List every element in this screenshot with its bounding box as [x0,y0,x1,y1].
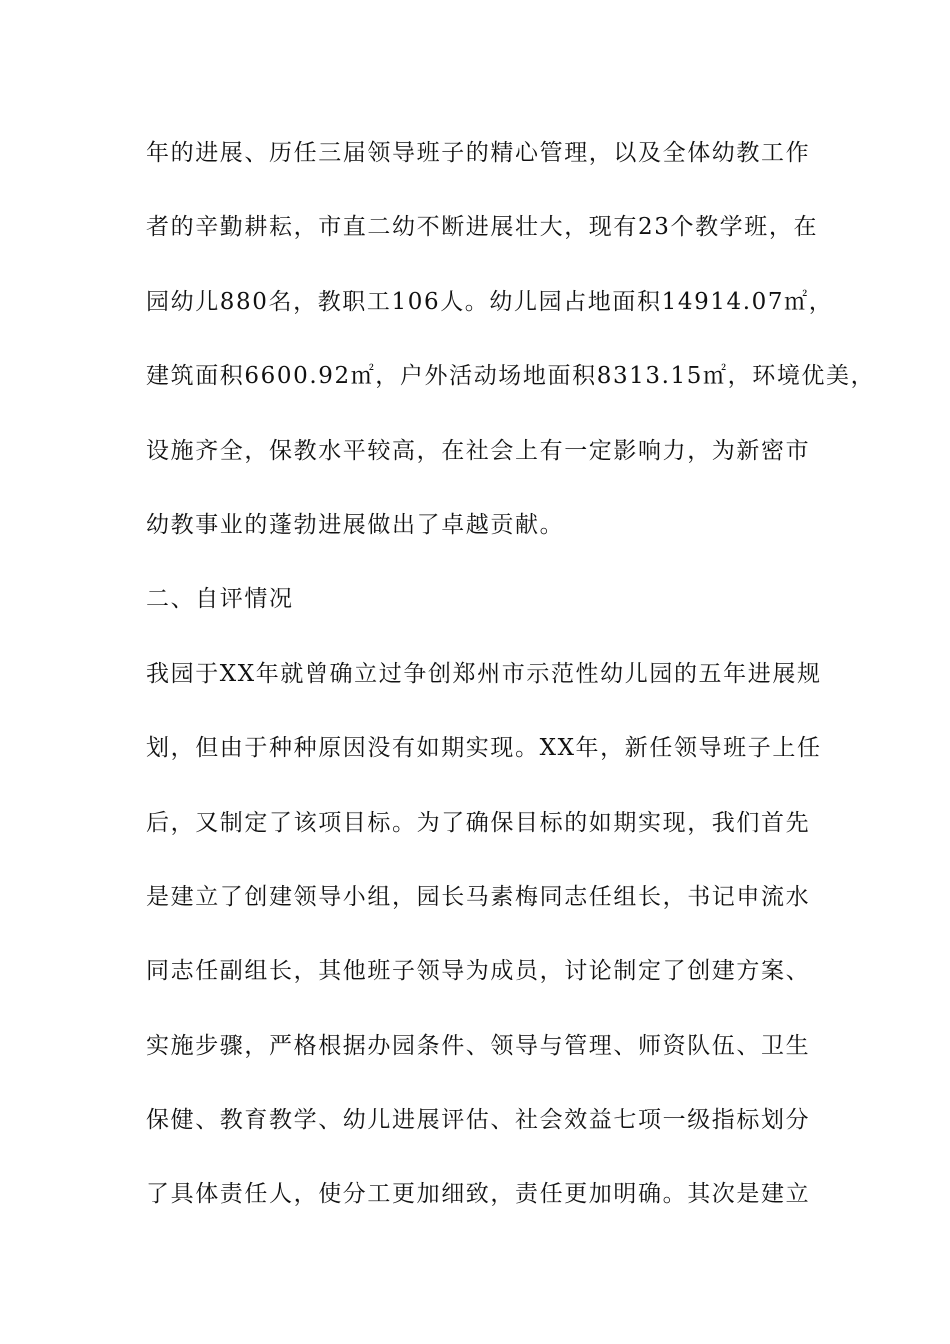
text-line: 同志任副组长，其他班子领导为成员，讨论制定了创建方案、 [146,958,811,985]
text-line: 了具体责任人，使分工更加细致，责任更加明确。其次是建立 [146,1181,811,1208]
text-line: 者的辛勤耕耘，市直二幼不断进展壮大，现有23个教学班，在 [146,214,819,241]
text-line: 后，又制定了该项目标。为了确保目标的如期实现，我们首先 [146,809,811,836]
text-line: 建筑面积6600.92㎡，户外活动场地面积8313.15㎡，环境优美， [146,363,876,390]
text-line: 划，但由于种种原因没有如期实现。XX年，新任领导班子上任 [146,735,822,762]
text-line: 实施步骤，严格根据办园条件、领导与管理、师资队伍、卫生 [146,1032,811,1059]
text-line: 年的进展、历任三届领导班子的精心管理，以及全体幼教工作 [146,140,811,166]
text-line: 设施齐全，保教水平较高，在社会上有一定影响力，为新密市 [146,437,811,464]
text-line: 园幼儿880名，教职工106人。幼儿园占地面积14914.07㎡， [146,288,834,315]
body-text [146,132,876,1248]
text-line: 是建立了创建领导小组，园长马素梅同志任组长，书记申流水 [146,883,811,910]
text-line: 幼教事业的蓬勃进展做出了卓越贡献。 [146,511,565,538]
text-line: 我园于XX年就曾确立过争创郑州市示范性幼儿园的五年进展规 [146,660,822,687]
text-line: 保健、教育教学、幼儿进展评估、社会效益七项一级指标划分 [146,1107,811,1134]
section-heading: 二、自评情况 [146,586,294,613]
